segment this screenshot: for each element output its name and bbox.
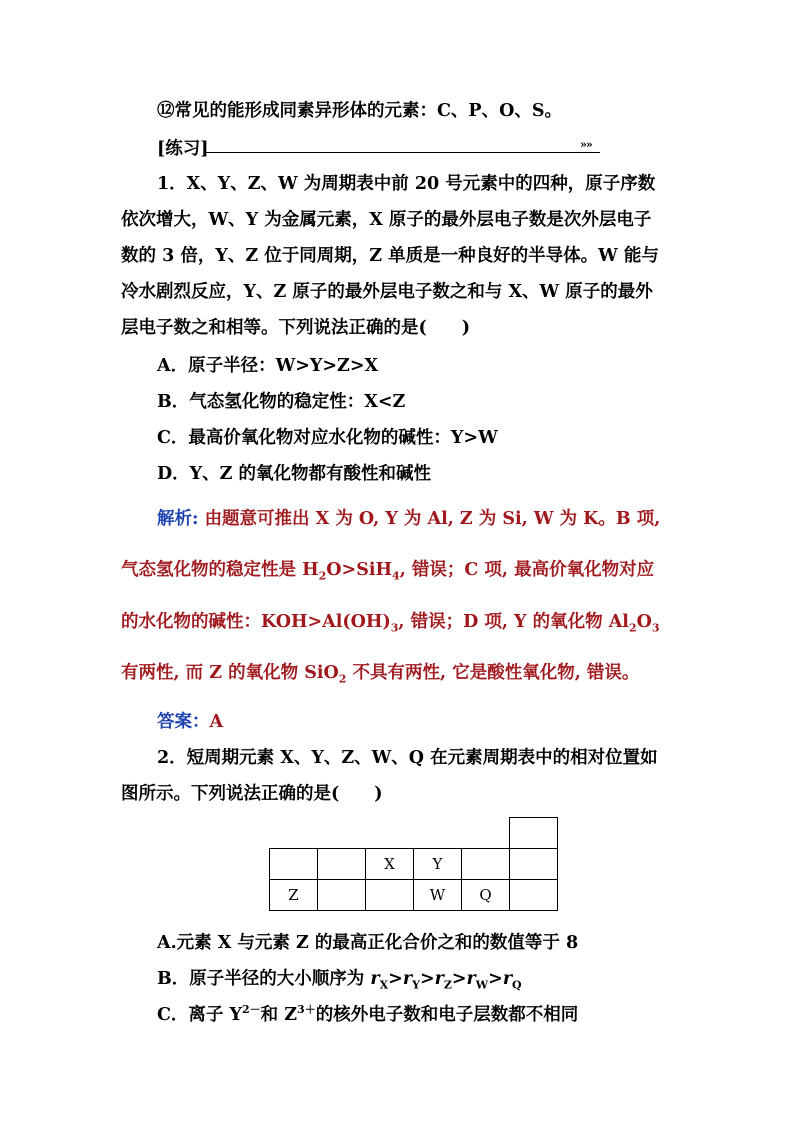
- analysis-text-1: 由题意可推出 X 为 O, Y 为 Al, Z 为 Si, W 为 K。B 项,: [204, 509, 661, 529]
- answer-label: 答案：: [157, 712, 210, 732]
- radius-sub: W: [475, 978, 489, 992]
- table-cell: [414, 818, 462, 849]
- q2-line-2: 图所示。下列说法正确的是( ): [121, 784, 383, 804]
- radius-symbol: r: [466, 969, 476, 989]
- table-cell: X: [366, 849, 414, 880]
- answer-line: [157, 708, 223, 733]
- charge-sup: 3＋: [297, 1003, 316, 1017]
- table-cell: Q: [462, 880, 510, 911]
- gt-sign: >: [488, 969, 503, 989]
- q1-option-b: B．气态氢化物的稳定性：X<Z: [157, 392, 406, 412]
- table-row: [270, 849, 558, 880]
- analysis-sub: 3: [651, 621, 660, 635]
- analysis-text-4c: 不具有两性, 它是酸性氧化物, 错误。: [346, 663, 640, 683]
- analysis-line-2: [121, 556, 654, 581]
- analysis-text-4a: 有两性, 而 Z 的氧化物 SiO: [121, 663, 339, 683]
- analysis-text-2c: O>SiH: [326, 560, 393, 580]
- table-cell: [270, 849, 318, 880]
- q1-line-5: 层电子数之和相等。下列说法正确的是( ): [121, 318, 471, 338]
- table-cell: [510, 880, 558, 911]
- q2-option-c-a: C．离子 Y: [157, 1005, 243, 1025]
- charge-sup: 2－: [242, 1003, 261, 1017]
- q2-option-c: [157, 1001, 578, 1026]
- q1-line-4: 冷水剧烈反应，Y、Z 原子的最外层电子数之和与 X、W 原子的最外: [121, 282, 653, 302]
- analysis-sub: 4: [392, 569, 400, 583]
- analysis-text-2e: , 错误；C 项, 最高价氧化物对应: [399, 560, 655, 580]
- gt-sign: >: [419, 969, 435, 989]
- table-cell: [462, 849, 510, 880]
- q1-line-2: 依次增大，W、Y 为金属元素，X 原子的最外层电子数是次外层电子: [121, 210, 652, 230]
- analysis-sub: 2: [628, 621, 637, 635]
- table-cell: Y: [414, 849, 462, 880]
- practice-rule: [204, 152, 600, 153]
- analysis-line-4: [121, 659, 639, 684]
- gt-sign: >: [451, 969, 467, 989]
- analysis-text-3a: 的水化物的碱性：KOH>Al(OH): [121, 612, 391, 632]
- q1-line-1: 1．X、Y、Z、W 为周期表中前 20 号元素中的四种，原子序数: [157, 174, 656, 194]
- table-cell: W: [414, 880, 462, 911]
- q1-line-3: 数的 3 倍，Y、Z 位于同周期，Z 单质是一种良好的半导体。W 能与: [121, 246, 659, 266]
- q2-option-c-b: 和 Z: [260, 1005, 298, 1025]
- table-cell: [318, 818, 366, 849]
- analysis-label: 解析:: [157, 509, 199, 529]
- note-12: ⑫常见的能形成同素异形体的元素：C、P、O、S。: [157, 101, 562, 121]
- analysis-text-3c: , 错误；D 项, Y 的氧化物 Al: [398, 612, 629, 632]
- periodic-table-fragment: [269, 817, 558, 911]
- analysis-line-3: [121, 608, 660, 633]
- table-cell: Z: [270, 880, 318, 911]
- radius-sub: Z: [443, 978, 452, 992]
- table-cell: [366, 880, 414, 911]
- radius-sub: Q: [512, 978, 522, 992]
- q2-line-1: 2．短周期元素 X、Y、Z、W、Q 在元素周期表中的相对位置如: [157, 748, 658, 768]
- radius-sub: Y: [412, 978, 420, 992]
- table-cell: [510, 849, 558, 880]
- q1-option-d: D．Y、Z 的氧化物都有酸性和碱性: [157, 464, 432, 484]
- analysis-line-1: [157, 505, 660, 530]
- analysis-sub: 2: [338, 672, 347, 686]
- gt-sign: >: [388, 969, 403, 989]
- radius-sub: X: [379, 978, 389, 992]
- q2-option-a: A.元素 X 与元素 Z 的最高正化合价之和的数值等于 8: [157, 933, 579, 953]
- table-cell: [462, 818, 510, 849]
- q2-option-c-c: 的核外电子数和电子层数都不相同: [315, 1005, 579, 1025]
- table-cell: [270, 818, 318, 849]
- table-row: [270, 880, 558, 911]
- table-cell: [366, 818, 414, 849]
- q1-option-a: A．原子半径：W>Y>Z>X: [157, 356, 379, 376]
- analysis-text-2a: 气态氢化物的稳定性是 H: [121, 560, 319, 580]
- table-row: [270, 818, 558, 849]
- q2-option-b-prefix: B．原子半径的大小顺序为: [157, 969, 371, 989]
- radius-symbol: r: [434, 969, 444, 989]
- answer-value: A: [209, 712, 224, 732]
- practice-label: [练习]: [157, 139, 209, 159]
- table-cell: [318, 849, 366, 880]
- radius-symbol: r: [402, 969, 413, 989]
- q1-option-c: C．最高价氧化物对应水化物的碱性：Y>W: [157, 428, 498, 448]
- q2-option-b: [157, 965, 522, 990]
- table-cell: [510, 818, 558, 849]
- chevron-right-icon: »»: [580, 138, 592, 151]
- analysis-sub: 2: [318, 569, 327, 583]
- radius-symbol: r: [502, 969, 513, 989]
- analysis-text-3e: O: [636, 612, 652, 632]
- analysis-sub: 3: [390, 621, 399, 635]
- table-cell: [318, 880, 366, 911]
- radius-symbol: r: [370, 969, 380, 989]
